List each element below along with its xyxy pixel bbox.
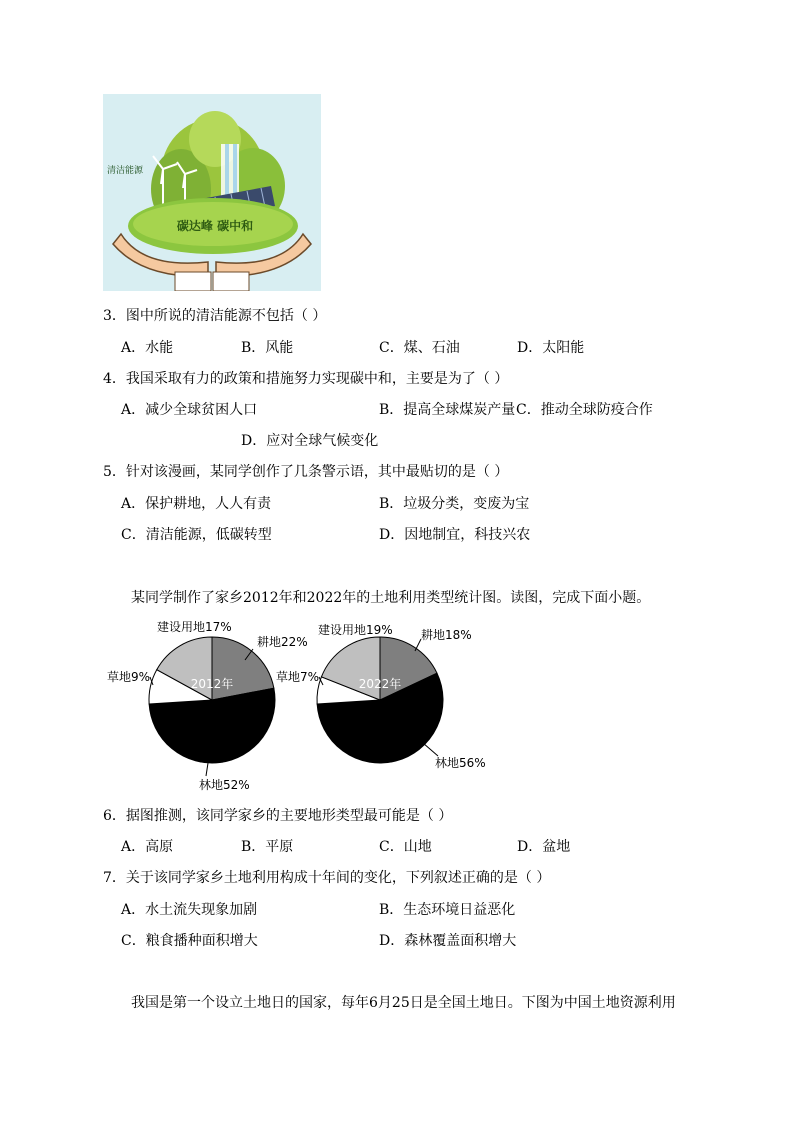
pie-label-草地: 草地7%	[276, 670, 320, 684]
land-use-pie-charts	[95, 615, 515, 795]
q4-option-b: B．提高全球煤炭产量	[379, 402, 516, 418]
land-day-intro-text: 我国是第一个设立土地日的国家，每年6月25日是全国土地日。下图为中国土地资源利用	[131, 995, 676, 1011]
q6-option-b: B．平原	[241, 839, 294, 855]
q4-option-d: D．应对全球气候变化	[241, 433, 379, 449]
q5-option-c: C．清洁能源，低碳转型	[121, 527, 272, 543]
q3-option-b: B．风能	[241, 340, 294, 356]
pie-leader-line	[423, 743, 438, 756]
pie-year-title: 2022年	[358, 677, 402, 691]
q7-option-d: D．森林覆盖面积增大	[379, 933, 517, 949]
cartoon-side-label: 清洁能源	[107, 166, 144, 176]
pie-label-耕地: 耕地18%	[421, 628, 472, 642]
pie-label-耕地: 耕地22%	[257, 635, 308, 649]
pie-label-林地: 林地52%	[199, 778, 250, 792]
pie-label-林地: 林地56%	[435, 756, 486, 770]
question-5-stem: 5．针对该漫画，某同学创作了几条警示语，其中最贴切的是（ ）	[103, 464, 509, 480]
q4-option-c: C．推动全球防疫合作	[516, 402, 653, 418]
pie-label-草地: 草地9%	[107, 670, 151, 684]
q7-option-b: B．生态环境日益恶化	[379, 902, 516, 918]
question-4-stem: 4．我国采取有力的政策和措施努力实现碳中和，主要是为了（ ）	[103, 371, 509, 387]
q7-option-a: A．水土流失现象加剧	[121, 902, 258, 918]
q7-option-c: C．粮食播种面积增大	[121, 933, 258, 949]
pie-chart-2012	[107, 619, 308, 792]
q4-option-a: A．减少全球贫困人口	[121, 402, 258, 418]
pie-leader-line	[206, 763, 208, 776]
chart-intro-text: 某同学制作了家乡2012年和2022年的土地利用类型统计图。读图，完成下面小题。	[131, 590, 651, 606]
q3-option-c: C．煤、石油	[379, 340, 460, 356]
question-7-stem: 7．关于该同学家乡土地利用构成十年间的变化，下列叙述正确的是（ ）	[103, 870, 551, 886]
q3-option-a: A．水能	[121, 340, 174, 356]
question-6-stem: 6．据图推测，该同学家乡的主要地形类型最可能是（ ）	[103, 808, 453, 824]
q3-option-d: D．太阳能	[517, 340, 585, 356]
q6-option-c: C．山地	[379, 839, 432, 855]
q6-option-d: D．盆地	[517, 839, 571, 855]
pie-label-建设用地: 建设用地17%	[157, 620, 232, 634]
cartoon-drawing	[103, 94, 321, 291]
pie-label-建设用地: 建设用地19%	[318, 623, 393, 637]
q6-option-a: A．高原	[121, 839, 174, 855]
q5-option-b: B．垃圾分类，变废为宝	[379, 496, 530, 512]
q5-option-a: A．保护耕地，人人有责	[121, 496, 272, 512]
question-3-stem: 3．图中所说的清洁能源不包括（ ）	[103, 308, 327, 324]
cartoon-banner: 碳达峰 碳中和	[176, 219, 254, 233]
carbon-neutral-cartoon	[103, 94, 321, 291]
pie-year-title: 2012年	[190, 677, 234, 691]
q5-option-d: D．因地制宜，科技兴农	[379, 527, 531, 543]
